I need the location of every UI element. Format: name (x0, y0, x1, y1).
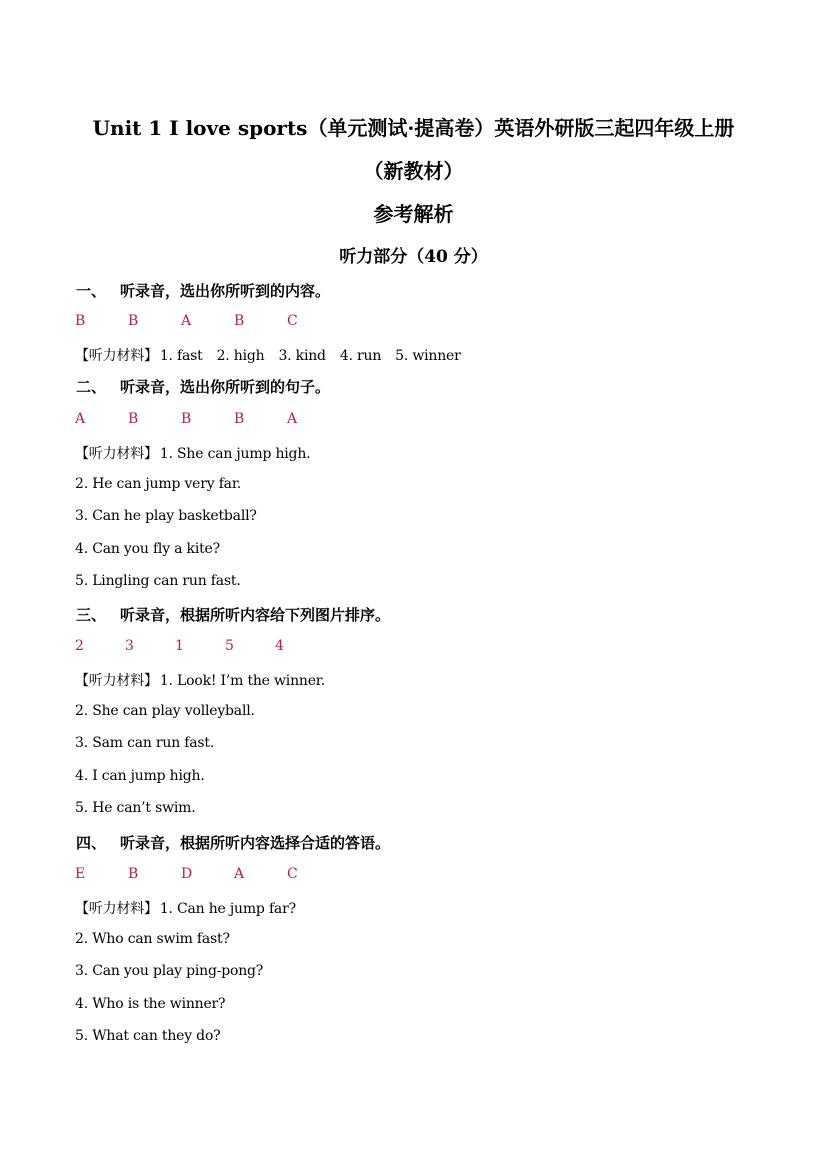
section-title: 听录音，选出你所听到的内容。 (120, 282, 331, 300)
material-line: 1. She can jump high. (159, 446, 311, 462)
section-number: 四、 (76, 834, 107, 852)
material-item: 3. kind (278, 348, 326, 364)
section-4-heading (76, 832, 390, 853)
answer: A (287, 411, 298, 427)
answer: B (234, 411, 245, 427)
material-line: 3. Can he play basketball? (75, 508, 257, 524)
answer: A (234, 866, 245, 882)
answer: 2 (75, 638, 84, 654)
answer: B (234, 313, 245, 329)
document-title: Unit 1 I love sports（单元测试·提高卷）英语外研版三起四年级上册 (92, 116, 735, 140)
material-line: 1. Can he jump far? (159, 901, 296, 917)
material-tag: 【听力材料】 (75, 348, 158, 364)
answer: D (181, 866, 193, 882)
answer: E (75, 866, 86, 882)
material-line: 5. He can’t swim. (75, 800, 196, 816)
answer: 4 (275, 638, 284, 654)
material-line: 2. He can jump very far. (75, 476, 242, 492)
material-tag: 【听力材料】 (75, 446, 158, 462)
listening-material (75, 670, 325, 690)
answer: A (75, 411, 86, 427)
material-line: 4. Can you fly a kite? (75, 541, 220, 557)
document-title-line2: （新教材） (363, 159, 464, 183)
answer: B (128, 411, 139, 427)
answer: A (181, 313, 192, 329)
answer: 5 (225, 638, 234, 654)
listening-material (75, 898, 296, 918)
material-tag: 【听力材料】 (75, 673, 158, 689)
answer: B (128, 866, 139, 882)
answer: B (75, 313, 86, 329)
material-line: 2. She can play volleyball. (75, 703, 255, 719)
material-line: 1. Look! I’m the winner. (159, 673, 326, 689)
section-2-heading (76, 376, 330, 397)
section-number: 一、 (76, 282, 107, 300)
material-item: 1. fast (159, 348, 203, 364)
material-item: 2. high (216, 348, 265, 364)
material-item: 5. winner (395, 348, 461, 364)
material-tag: 【听力材料】 (75, 901, 158, 917)
section-title: 听录音，选出你所听到的句子。 (120, 378, 331, 396)
material-line: 5. What can they do? (75, 1028, 221, 1044)
material-line: 4. Who is the winner? (75, 996, 226, 1012)
section-number: 三、 (76, 606, 107, 624)
material-line: 5. Lingling can run fast. (75, 573, 241, 589)
section-title: 听录音，根据所听内容给下列图片排序。 (120, 606, 391, 624)
part-heading: 听力部分（40 分） (339, 247, 488, 267)
material-line: 4. I can jump high. (75, 768, 205, 784)
answer: C (287, 313, 298, 329)
material-line: 3. Sam can run fast. (75, 735, 215, 751)
answer: C (287, 866, 298, 882)
section-title: 听录音，根据所听内容选择合适的答语。 (120, 834, 391, 852)
listening-material (75, 345, 461, 365)
answer: 1 (175, 638, 184, 654)
material-line: 2. Who can swim fast? (75, 931, 230, 947)
listening-material (75, 443, 310, 463)
answer: B (128, 313, 139, 329)
document-subtitle: 参考解析 (373, 202, 454, 226)
section-number: 二、 (76, 378, 107, 396)
answer: 3 (125, 638, 134, 654)
answer: B (181, 411, 192, 427)
material-item: 4. run (339, 348, 382, 364)
section-3-heading (76, 604, 390, 625)
material-line: 3. Can you play ping-pong? (75, 963, 264, 979)
section-1-heading (76, 280, 330, 301)
